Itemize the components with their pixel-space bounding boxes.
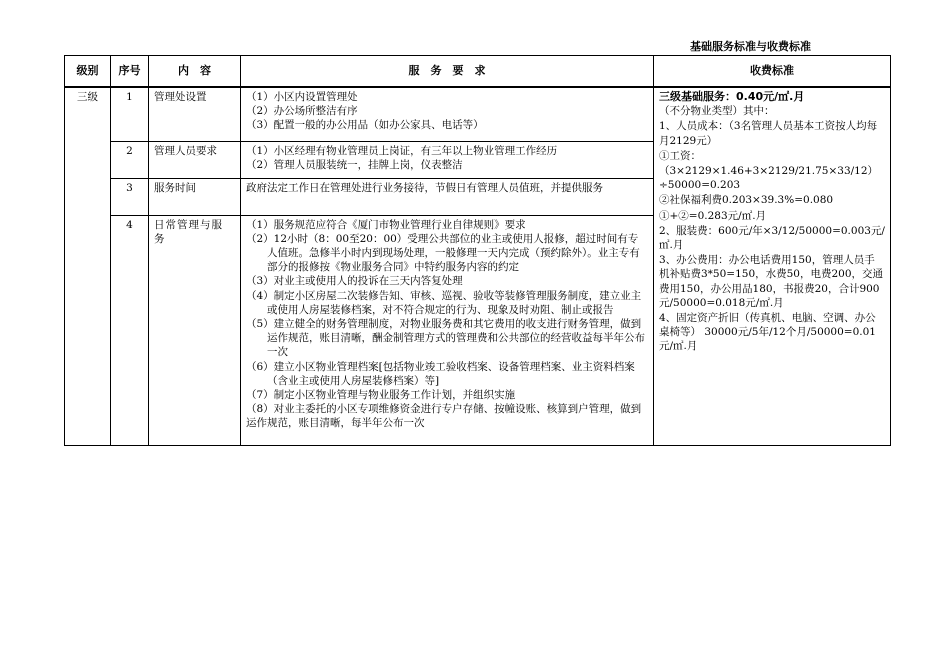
requirement-line: （3）配置一般的办公用品（如办公家具、电话等）: [246, 119, 484, 132]
table-header-row: [65, 56, 891, 88]
service-standard-table: [64, 55, 891, 446]
item-cell: 日常管理与服务: [149, 215, 241, 445]
fee-line: （3×2129×1.46+3×2129/21.75×33/12）÷50000=0.203: [659, 165, 879, 192]
table-row: [65, 87, 891, 141]
fee-line: ①工资：: [659, 149, 701, 162]
fee-line: 1、人员成本：（3名管理人员基本工资按人均每月2129元）: [659, 120, 878, 147]
seq-cell: 2: [111, 141, 149, 178]
seq-cell: 1: [111, 87, 149, 141]
requirements-cell: [241, 178, 654, 215]
fee-line: 3、办公费用：办公电话费用150，管理人员手机补贴费3*50=150，水费50，电费200，交通费用150，办公用品180，书报费20，合计900元/50000=0.018元/㎡.月: [659, 254, 884, 309]
requirement-line: （2）办公场所整洁有序: [246, 105, 358, 118]
seq-cell: 3: [111, 178, 149, 215]
requirement-line: （1）小区经理有物业管理员上岗证，有三年以上物业管理工作经历: [246, 144, 558, 157]
level-cell: 三级: [65, 87, 111, 445]
requirement-line: （6）建立小区物业管理档案[包括物业竣工验收档案、设备管理档案、业主资料档案（含业主或使用人房屋装修档案）等]: [246, 360, 635, 387]
requirement-line: （4）制定小区房屋二次装修告知、审核、巡视、验收等装修管理服务制度，建立业主或使用人房屋装修档案，对不符合规定的行为、现象及时劝阻、制止或报告: [246, 289, 642, 316]
item-cell: 服务时间: [149, 178, 241, 215]
header-level: 级别: [65, 56, 111, 88]
requirement-line: （2）管理人员服装统一，挂牌上岗，仪表整洁: [246, 158, 463, 171]
requirements-cell: [241, 215, 654, 445]
fee-line: 4、固定资产折旧（传真机、电脑、空调、办公桌椅等） 30000元/5年/12个月/50000=0.01元/㎡.月: [659, 312, 876, 353]
fee-line: ②社保福利费0.203×39.3%=0.080: [659, 194, 834, 207]
header-seq: 序号: [111, 56, 149, 88]
fee-cell: [654, 87, 891, 445]
document-title: 基础服务标准与收费标准: [690, 40, 811, 53]
fee-line: （不分物业类型）其中：: [659, 105, 775, 118]
requirement-line: （8）对业主委托的小区专项维修资金进行专户存储、按幢设账、核算到户管理，做到运作规范，账目清晰，每半年公布一次: [246, 403, 642, 430]
requirement-line: （7）制定小区物业管理与物业服务工作计划，并组织实施: [246, 388, 516, 401]
requirement-line: （5）建立健全的财务管理制度，对物业服务费和其它费用的收支进行财务管理，做到运作规范，账目清晰，酬金制管理方式的管理费和公共部位的经营收益每半年公布一次: [246, 317, 645, 359]
requirement-line: （1）小区内设置管理处: [246, 91, 358, 103]
fee-line: 2、服装费：600元/年×3/12/50000=0.003元/㎡.月: [659, 224, 885, 252]
header-requirements: 服 务 要 求: [241, 56, 654, 88]
requirement-line: （2）12小时（8：00至20：00）受理公共部位的业主或使用人报修，超过时间有专人值班。急修半小时内到现场处理，一般修理一天内完成（预约除外）。业主专有部分的报修按《物业服务合同》中特约服务内容的约定: [246, 232, 640, 274]
fee-title: 三级基础服务：0.40元/㎡.月: [659, 90, 805, 103]
requirement-line: 政府法定工作日在管理处进行业务接待，节假日有管理人员值班，并提供服务: [246, 181, 603, 194]
header-fee: 收费标准: [654, 56, 891, 88]
requirement-line: （3）对业主或使用人的投诉在三天内答复处理: [246, 275, 463, 288]
header-content: 内 容: [149, 56, 241, 88]
fee-line: ①+②=0.283元/㎡.月: [659, 209, 767, 222]
requirements-cell: [241, 87, 654, 141]
seq-cell: 4: [111, 215, 149, 445]
requirements-cell: [241, 141, 654, 178]
item-cell: 管理人员要求: [149, 141, 241, 178]
item-cell: 管理处设置: [149, 87, 241, 141]
requirement-line: （1）服务规范应符合《厦门市物业管理行业自律规则》要求: [246, 218, 526, 231]
